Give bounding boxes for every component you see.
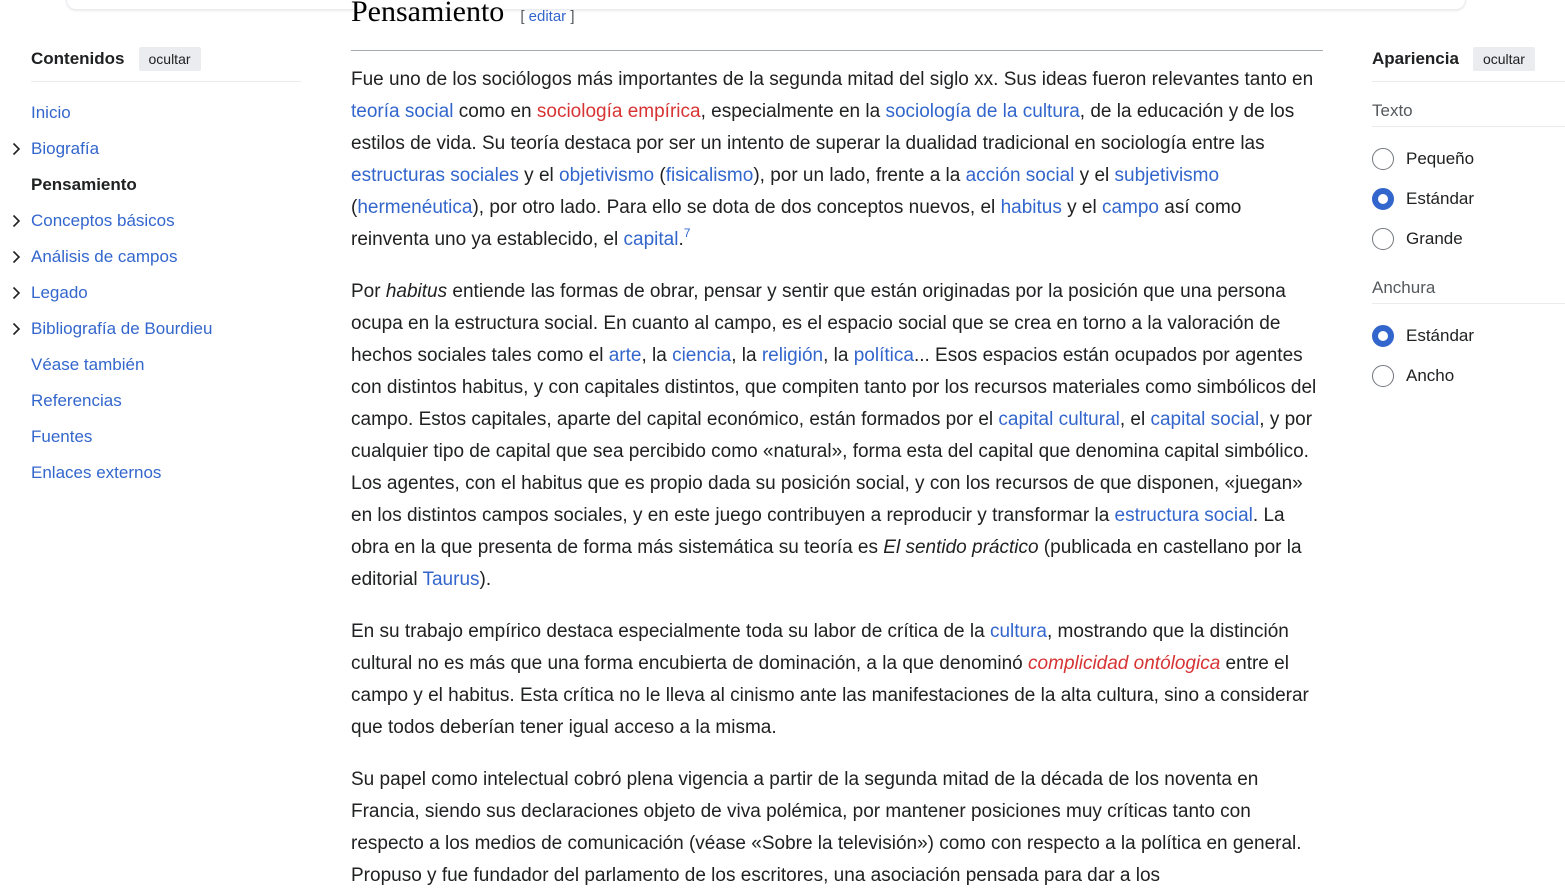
article-link[interactable]: subjetivismo xyxy=(1114,165,1220,186)
section-title: Pensamiento xyxy=(351,0,505,28)
toc-hide-button[interactable]: ocultar xyxy=(139,47,201,71)
article-link[interactable]: estructuras sociales xyxy=(351,165,519,186)
reference-link[interactable]: 7 xyxy=(683,226,691,240)
toc-item-label[interactable]: Fuentes xyxy=(31,427,93,446)
text_group-option-pequeno[interactable] xyxy=(1372,139,1565,179)
radio-label: Estándar xyxy=(1406,326,1475,345)
text-run: En su trabajo empírico destaca especialmente toda su labor de crítica de la xyxy=(351,621,990,642)
section-body xyxy=(351,64,1323,892)
toc-header xyxy=(31,46,301,82)
chevron-right-icon[interactable] xyxy=(9,320,23,338)
text-run: Por xyxy=(351,281,386,302)
article-link[interactable]: objetivismo xyxy=(559,165,655,186)
article-link[interactable]: arte xyxy=(608,345,642,366)
text-size-label: Texto xyxy=(1372,96,1565,127)
appearance-header xyxy=(1372,46,1565,82)
text-run: como en xyxy=(453,101,537,122)
text-run: , el xyxy=(1119,409,1151,430)
toc-item-label[interactable]: Enlaces externos xyxy=(31,463,162,482)
table-of-contents xyxy=(31,46,301,498)
radio-label: Ancho xyxy=(1406,366,1455,385)
width-options xyxy=(1372,316,1565,396)
toc-item-label[interactable]: Inicio xyxy=(31,103,71,122)
text-run: y el xyxy=(1061,197,1102,218)
italic-text: El sentido práctico xyxy=(883,537,1039,558)
chevron-right-icon[interactable] xyxy=(9,248,23,266)
toc-item-label[interactable]: Conceptos básicos xyxy=(31,211,175,230)
chevron-right-icon[interactable] xyxy=(9,284,23,302)
text-run: . xyxy=(678,229,684,250)
appearance-title: Apariencia xyxy=(1372,49,1459,68)
text-run: ), por un lado, frente a la xyxy=(753,165,966,186)
text-run: Su papel como intelectual cobró plena vigencia a partir de la segunda mitad de la década de los noventa en Francia, siendo sus declaraciones objeto de viva polémica, por mantener posiciones muy críticas tanto con respecto a los medios de comunicación (véase «Sobre la televisión») como con respecto a la política en general. Propuso y fue fundador del parlamento de los escritores, una asociación pensada para dar a los xyxy=(351,769,1302,886)
article-link[interactable]: estructura social xyxy=(1114,505,1253,526)
text-run: y el xyxy=(518,165,560,186)
edit-bracket-close: ] xyxy=(570,8,575,25)
article-link[interactable]: religión xyxy=(761,345,824,366)
article-link[interactable]: hermenéutica xyxy=(357,197,473,218)
article-link[interactable]: campo xyxy=(1101,197,1159,218)
article-link[interactable]: política xyxy=(853,345,914,366)
toc-item-label[interactable]: Bibliografía de Bourdieu xyxy=(31,319,213,338)
width_group-option-estandar[interactable] xyxy=(1372,316,1565,356)
text_group-option-estandar[interactable] xyxy=(1372,179,1565,219)
radio-label: Grande xyxy=(1406,229,1463,248)
toc-item-label[interactable]: Análisis de campos xyxy=(31,247,178,266)
text-run: ( xyxy=(654,165,666,186)
text-run: ). xyxy=(479,569,492,590)
article-link[interactable]: cultura xyxy=(989,621,1047,642)
text-run: ( xyxy=(351,197,358,218)
width_group-option-ancho[interactable] xyxy=(1372,356,1565,396)
radio-unchecked-icon[interactable] xyxy=(1372,228,1394,250)
text-run: , especialmente en la xyxy=(700,101,886,122)
paragraph xyxy=(351,64,1323,256)
toc-item-label[interactable]: Biografía xyxy=(31,139,100,158)
text-run: , la xyxy=(823,345,854,366)
radio-label: Estándar xyxy=(1406,189,1475,208)
article-link[interactable]: ciencia xyxy=(672,345,732,366)
paragraph xyxy=(351,276,1323,596)
appearance-panel xyxy=(1372,46,1565,396)
toc-item-vease-tambien[interactable] xyxy=(31,354,301,390)
article-link[interactable]: complicidad ontólogica xyxy=(1028,653,1221,674)
text-run: , y por cualquier tipo de capital que sea percibido como «natural», forma esta del capital que denomina capital simbólico. Los agentes, con el habitus que es propio dada su posición social, y con los recursos de que disponen, «juegan» en los distintos campos sociales, y en este juego contribuyen a reproducir y transformar la xyxy=(351,409,1313,526)
radio-checked-icon[interactable] xyxy=(1372,325,1394,347)
toc-item-referencias[interactable] xyxy=(31,390,301,426)
toc-item-analisis-de-campos[interactable] xyxy=(31,246,301,282)
article-link[interactable]: acción social xyxy=(965,165,1075,186)
edit-section-link[interactable]: editar xyxy=(528,8,567,25)
text-run: , mostrando que la distinción cultural no es más que una forma encubierta de dominación, a la que denominó xyxy=(351,621,1289,674)
text-run: , la xyxy=(641,345,673,366)
text-run: ... Esos espacios están ocupados por agentes con distintos habitus, y con capitales distintos, que compiten tanto por los recursos materiales como simbólicos del campo. Estos capitales, aparte del capital económico, están formados por el xyxy=(351,345,1317,430)
appearance-hide-button[interactable]: ocultar xyxy=(1473,47,1535,71)
article-link[interactable]: fisicalismo xyxy=(665,165,754,186)
text-size-options xyxy=(1372,139,1565,259)
text-run: (publicada en castellano por la editorial xyxy=(351,537,1302,590)
article-link[interactable]: capital xyxy=(623,229,679,250)
section-heading xyxy=(351,0,1323,51)
italic-text: habitus xyxy=(385,281,448,302)
toc-item-label[interactable]: Legado xyxy=(31,283,88,302)
article-link[interactable]: habitus xyxy=(1000,197,1062,218)
edit-section xyxy=(520,8,574,25)
toc-item-biografia[interactable] xyxy=(31,138,301,174)
radio-label: Pequeño xyxy=(1406,149,1475,168)
toc-item-bibliografia-de-bourdieu[interactable] xyxy=(31,318,301,354)
text_group-option-grande[interactable] xyxy=(1372,219,1565,259)
article-link[interactable]: sociología de la cultura xyxy=(885,101,1080,122)
radio-unchecked-icon[interactable] xyxy=(1372,365,1394,387)
text-run: Fue uno de los sociólogos más importantes de la segunda mitad del siglo xx. Sus ideas fueron relevantes tanto en xyxy=(351,69,1314,90)
article-link[interactable]: Taurus xyxy=(422,569,480,590)
article-link[interactable]: capital social xyxy=(1150,409,1260,430)
toc-item-conceptos-basicos[interactable] xyxy=(31,210,301,246)
paragraph xyxy=(351,764,1323,892)
reference-superscript xyxy=(684,226,691,240)
text-run: así como reinventa uno ya establecido, el xyxy=(351,197,1242,250)
toc-item-inicio[interactable] xyxy=(31,102,301,138)
toc-title: Contenidos xyxy=(31,49,125,68)
edit-bracket-open: [ xyxy=(520,8,525,25)
text-run: , de la educación y de los estilos de vida. Su teoría destaca por ser un intento de superar la dualidad tradicional en sociología entre las xyxy=(351,101,1295,154)
width-label: Anchura xyxy=(1372,273,1565,304)
article-link[interactable]: capital cultural xyxy=(998,409,1120,430)
radio-unchecked-icon[interactable] xyxy=(1372,148,1394,170)
article-content xyxy=(351,0,1323,892)
toc-item-label: Pensamiento xyxy=(31,175,137,194)
text-run: entre el campo y el habitus. Esta crítica no le lleva al cinismo ante las manifestaciones de la alta cultura, sino a considerar que todos deberían tener igual acceso a la misma. xyxy=(351,653,1309,738)
chevron-right-icon[interactable] xyxy=(9,140,23,158)
text-run: y el xyxy=(1074,165,1115,186)
paragraph xyxy=(351,616,1323,744)
text-run: ), por otro lado. Para ello se dota de dos conceptos nuevos, el xyxy=(472,197,1001,218)
toc-item-label[interactable]: Véase también xyxy=(31,355,145,374)
toc-item-enlaces-externos[interactable] xyxy=(31,462,301,498)
toc-item-pensamiento[interactable] xyxy=(31,174,301,210)
text-run: , la xyxy=(731,345,762,366)
chevron-right-icon[interactable] xyxy=(9,212,23,230)
radio-checked-icon[interactable] xyxy=(1372,188,1394,210)
text-run: . La obra en la que presenta de forma más sistemática su teoría es xyxy=(351,505,1285,558)
toc-list xyxy=(31,102,301,498)
toc-item-fuentes[interactable] xyxy=(31,426,301,462)
article-link[interactable]: teoría social xyxy=(351,101,454,122)
toc-item-legado[interactable] xyxy=(31,282,301,318)
text-run: entiende las formas de obrar, pensar y sentir que están originadas por la posición que una persona ocupa en la estructura social. En cuanto al campo, es el espacio social que se crea en torno a la valoración de hechos sociales tales como el xyxy=(351,281,1286,366)
article-link[interactable]: sociología empírica xyxy=(536,101,701,122)
toc-item-label[interactable]: Referencias xyxy=(31,391,122,410)
